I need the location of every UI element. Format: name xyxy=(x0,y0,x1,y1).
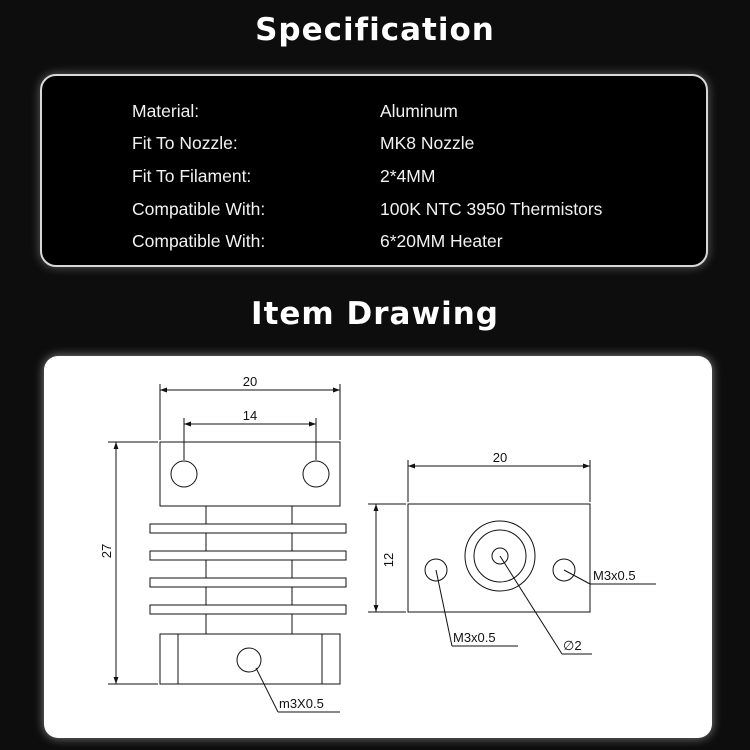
right-mount-hole xyxy=(303,461,329,487)
spec-value: Aluminum xyxy=(380,101,458,121)
technical-drawing xyxy=(44,356,712,738)
spec-value: 100K NTC 3950 Thermistors xyxy=(380,199,603,219)
spec-label: Compatible With: xyxy=(132,231,266,251)
face-height-label: 12 xyxy=(381,552,396,568)
right-hole-label: M3x0.5 xyxy=(593,568,636,583)
spec-label: Compatible With: xyxy=(132,199,266,219)
item-drawing-panel xyxy=(44,356,712,738)
spec-row-filament xyxy=(42,160,706,192)
spec-label: Fit To Filament: xyxy=(132,166,252,186)
side-view-drawing xyxy=(108,384,346,712)
spec-row-heater xyxy=(42,225,706,257)
left-mount-hole xyxy=(171,461,197,487)
center-hole-label: ∅2 xyxy=(563,638,582,653)
spec-value: 6*20MM Heater xyxy=(380,231,503,251)
face-width-label: 20 xyxy=(492,450,508,465)
side-height-label: 27 xyxy=(99,543,114,559)
specification-panel xyxy=(40,74,708,267)
right-hole-leader xyxy=(564,570,590,584)
bottom-block-outline xyxy=(160,634,340,684)
side-width-label: 20 xyxy=(242,374,258,389)
fin xyxy=(150,605,346,614)
spec-value: MK8 Nozzle xyxy=(380,133,475,153)
left-hole-leader xyxy=(436,570,452,646)
spec-label: Material: xyxy=(132,101,200,121)
spec-row-material xyxy=(42,95,706,127)
fin xyxy=(150,578,346,587)
fin xyxy=(150,551,346,560)
side-hole-spacing-label: 14 xyxy=(242,408,258,423)
spec-value: 2*4MM xyxy=(380,166,436,186)
item-drawing-heading: Item Drawing xyxy=(251,296,499,332)
left-hole-label: M3x0.5 xyxy=(453,630,496,645)
bottom-hole-label: m3X0.5 xyxy=(279,696,324,711)
top-block-outline xyxy=(160,442,340,506)
spec-row-nozzle xyxy=(42,127,706,159)
spec-label: Fit To Nozzle: xyxy=(132,133,238,153)
block-face-outline xyxy=(408,504,590,612)
fin xyxy=(150,524,346,533)
top-view-drawing xyxy=(368,460,656,654)
spec-row-thermistor xyxy=(42,193,706,225)
specification-heading: Specification xyxy=(255,12,495,48)
